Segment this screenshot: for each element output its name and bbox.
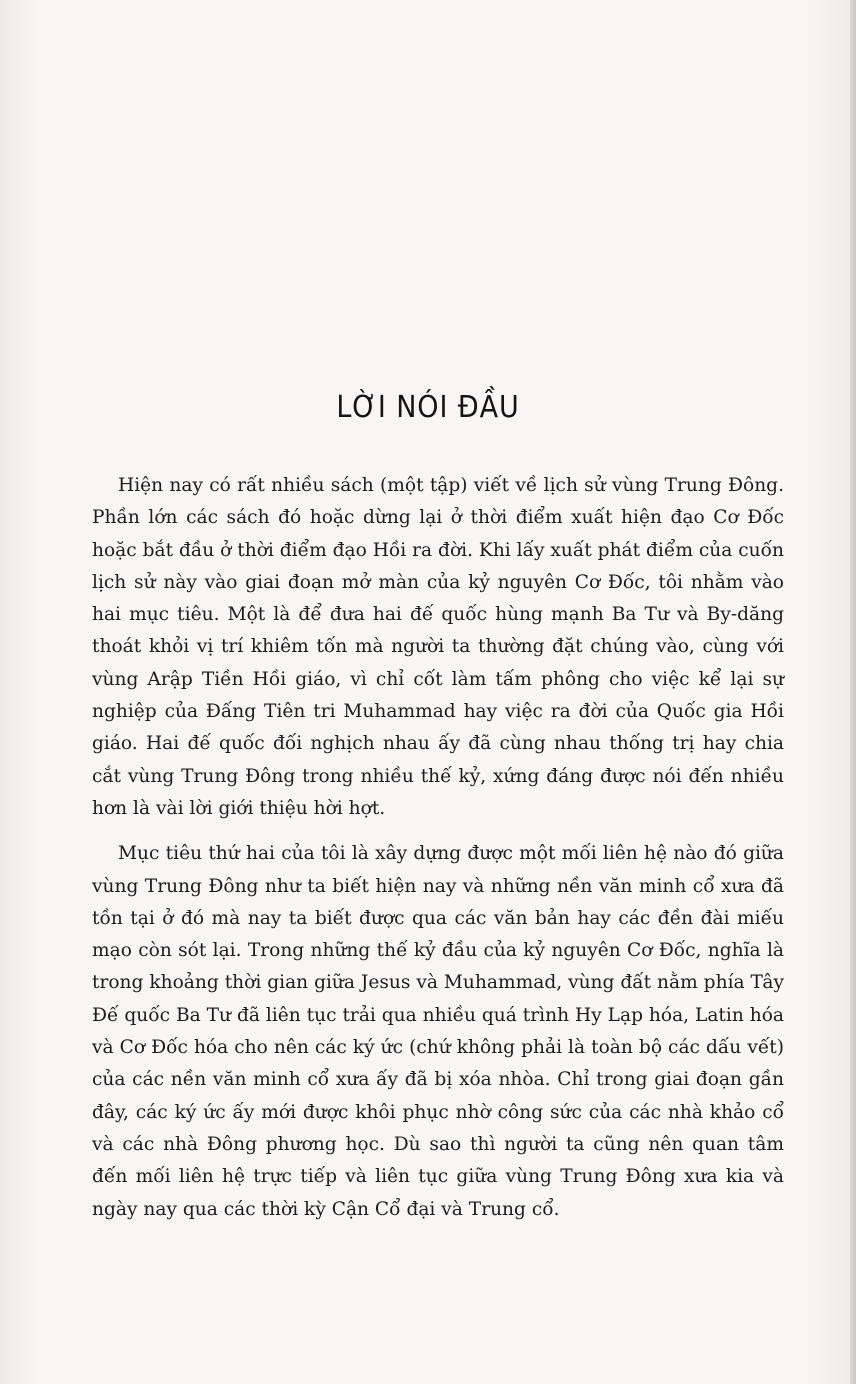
paragraph-1: Hiện nay có rất nhiều sách (một tập) viết về lịch sử vùng Trung Đông. Phần lớn các sách đó hoặc dừng lại ở thời điểm xuất hiện đạo Cơ Đốc hoặc bắt đầu ở thời điểm đạo Hồi ra đời. Khi lấy xuất phát điểm của cuốn lịch sử này vào giai đoạn mở màn của kỷ nguyên Cơ Đốc, tôi nhằm vào hai mục tiêu. Một là để đưa hai đế quốc hùng mạnh Ba Tư và By-dăng thoát khỏi vị trí khiêm tốn mà người ta thường đặt chúng vào, cùng với vùng Arập Tiền Hồi giáo, vì chỉ cốt làm tấm phông cho việc kể lại sự nghiệp của Đấng Tiên tri Muhammad hay việc ra đời của Quốc gia Hồi giáo. Hai đế quốc đối nghịch nhau ấy đã cùng nhau thống trị hay chia cắt vùng Trung Đông trong nhiều thế kỷ, xứng đáng được nói đến nhiều hơn là vài lời giới thiệu hời hợt.	[92, 475, 784, 819]
page-edge	[850, 0, 856, 1384]
paragraph-2: Mục tiêu thứ hai của tôi là xây dựng được một mối liên hệ nào đó giữa vùng Trung Đông như ta biết hiện nay và những nền văn minh cổ xưa đã tồn tại ở đó mà nay ta biết được qua các văn bản hay các đền đài miếu mạo còn sót lại. Trong những thế kỷ đầu của kỷ nguyên Cơ Đốc, nghĩa là trong khoảng thời gian giữa Jesus và Muhammad, vùng đất nằm phía Tây Đế quốc Ba Tư đã liên tục trải qua nhiều quá trình Hy Lạp hóa, Latin hóa và Cơ Đốc hóa cho nên các ký ức (chứ không phải là toàn bộ các dấu vết) của các nền văn minh cổ xưa ấy đã bị xóa nhòa. Chỉ trong giai đoạn gần đây, các ký ức ấy mới được khôi phục nhờ công sức của các nhà khảo cổ và các nhà Đông phương học. Dù sao thì người ta cũng nên quan tâm đến mối liên hệ trực tiếp và liên tục giữa vùng Trung Đông xưa kia và ngày nay qua các thời kỳ Cận Cổ đại và Trung cổ.	[92, 843, 784, 1220]
body-text	[92, 470, 784, 1226]
chapter-title: LỜI NÓI ĐẦU	[336, 390, 520, 426]
